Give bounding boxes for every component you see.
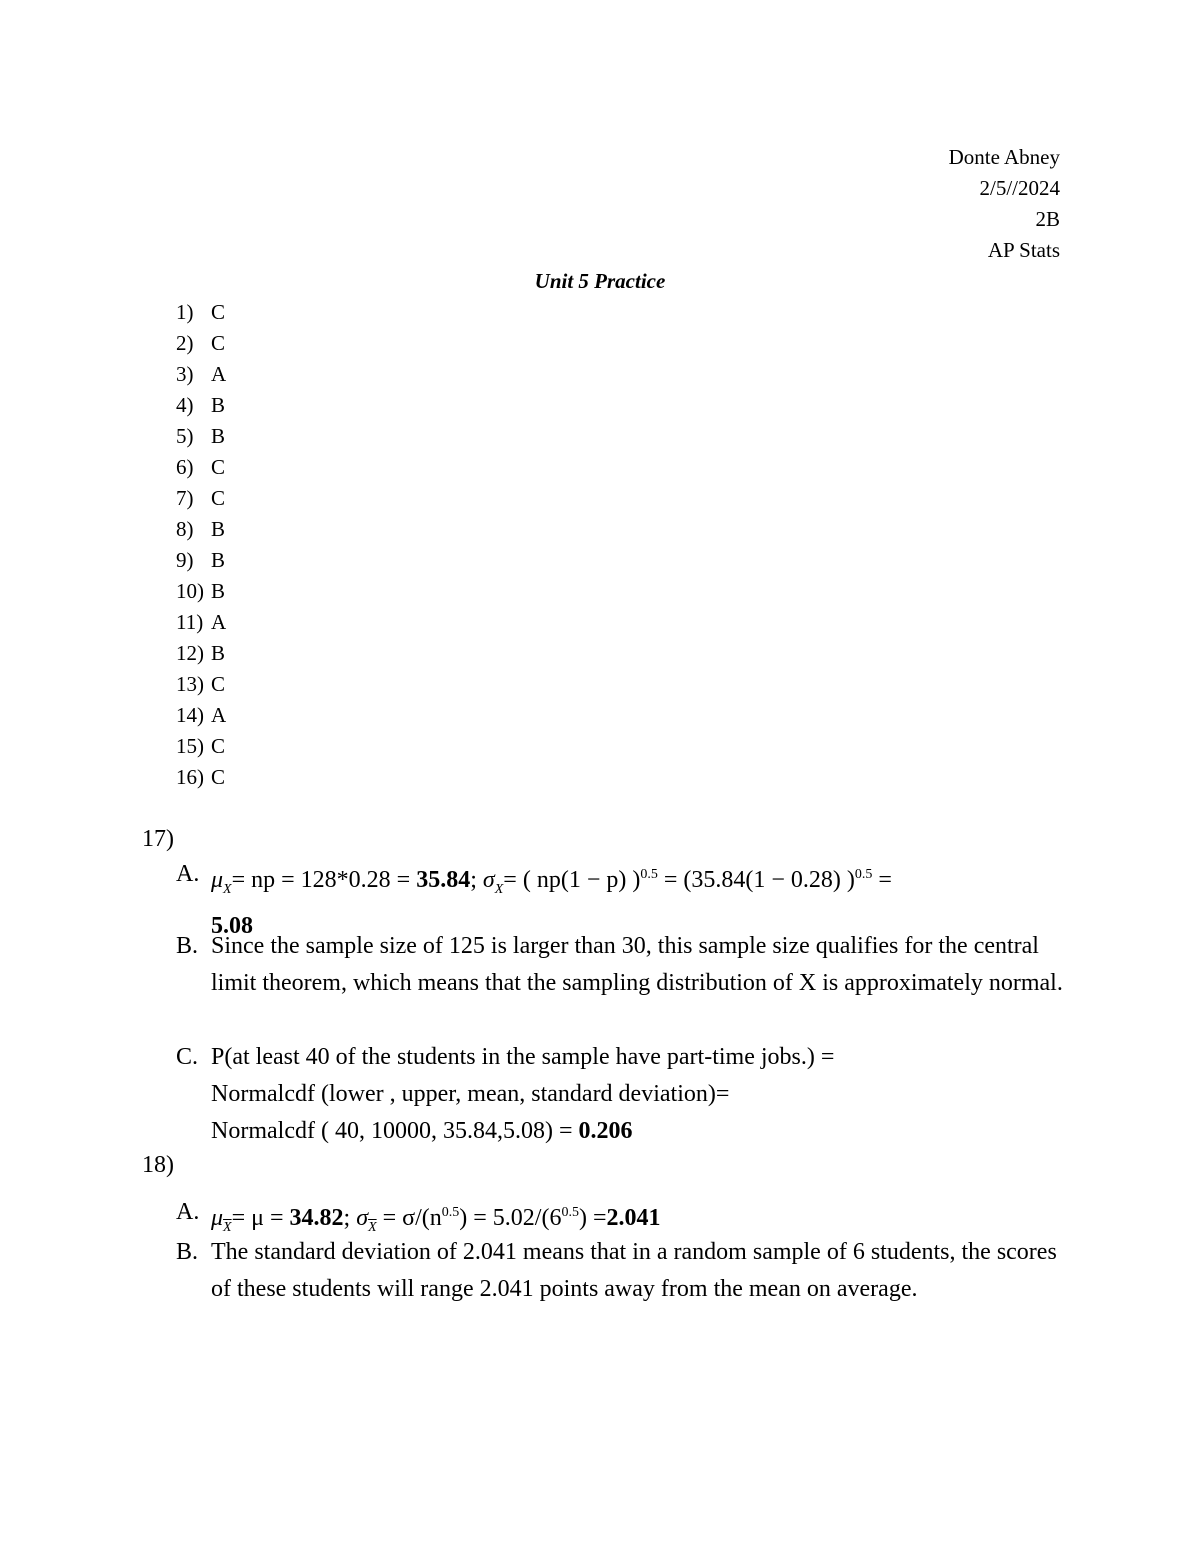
- answer-row: [176, 576, 226, 607]
- answer-row: [176, 700, 226, 731]
- q18-part-a-text: $\mu_{\overline{X}}= \mu = 34.82$; $\sigma_{\overline{X}} = \sigma/(n^{0.5}) = 5.02/(6^{0.5}) =2.041$: [211, 1205, 661, 1235]
- answer-choice: C: [211, 455, 226, 479]
- answer-row: [176, 638, 226, 669]
- answer-row: [176, 669, 226, 700]
- answer-row: [176, 328, 226, 359]
- answer-choice: B: [211, 393, 226, 417]
- q17-part-c-letter: C.: [176, 1044, 199, 1070]
- question-17-number: 17): [142, 826, 174, 852]
- q17-part-b-text: Since the sample size of 125 is larger than 30, this sample size qualifies for the central limit theorem, which means that the sampling distribution of X is approximately normal.: [211, 933, 1063, 996]
- answer-row: [176, 390, 226, 421]
- answer-number: 3): [176, 362, 194, 386]
- answer-number: 14): [176, 703, 204, 727]
- answer-row: [176, 514, 226, 545]
- answer-choice: B: [211, 641, 226, 665]
- answer-choice: C: [211, 672, 226, 696]
- answer-choice: A: [211, 362, 227, 386]
- answer-choice: B: [211, 548, 226, 572]
- answer-row: [176, 452, 226, 483]
- course-name: AP Stats: [987, 238, 1060, 262]
- q17-part-b: [176, 928, 1076, 1002]
- q18-mean-value: 34.82: [289, 1205, 344, 1231]
- answer-number: 4): [176, 393, 194, 417]
- answer-row: [176, 421, 226, 452]
- answer-row: [176, 483, 226, 514]
- answer-number: 7): [176, 486, 194, 510]
- q17-part-c-line3: Normalcdf ( 40, 10000, 35.84,5.08) =: [211, 1118, 579, 1144]
- answer-number: 16): [176, 765, 204, 789]
- multiple-choice-answers: [176, 297, 226, 793]
- answer-row: [176, 297, 226, 328]
- answer-number: 11): [176, 610, 204, 634]
- answer-choice: C: [211, 765, 226, 789]
- answer-number: 5): [176, 424, 194, 448]
- q17-sd-value: 5.08: [211, 912, 253, 939]
- q17-part-c: [176, 1039, 1076, 1150]
- answer-number: 10): [176, 579, 204, 603]
- q17-part-c-line1: P(at least 40 of the students in the sample have part-time jobs.) =: [211, 1044, 835, 1070]
- q17-part-b-letter: B.: [176, 933, 199, 959]
- answer-row: [176, 731, 226, 762]
- answer-choice: A: [211, 610, 227, 634]
- answer-row: [176, 762, 226, 793]
- assignment-date: 2/5//2024: [979, 176, 1060, 200]
- q18-part-a-letter: A.: [176, 1199, 200, 1225]
- q18-part-b-text: The standard deviation of 2.041 means that in a random sample of 6 students, the scores of these students will range 2.041 points away from the mean on average.: [211, 1239, 1057, 1302]
- student-name: Donte Abney: [948, 145, 1060, 169]
- q17-part-a-letter: A.: [176, 861, 200, 887]
- answer-choice: B: [211, 424, 226, 448]
- q17-part-a-text: $\mu_X=$ np = 128*0.28 = 35.84; $\sigma_X=$ ( np(1 − p) )$^{0.5}$ = (35.84(1 − 0.28) )$^{0.5}$ = 5.08: [211, 867, 892, 939]
- answer-choice: C: [211, 734, 226, 758]
- answer-number: 8): [176, 517, 194, 541]
- sample-sd-symbol: $\sigma_{\overline{X}}$: [356, 1205, 377, 1235]
- answer-number: 1): [176, 300, 194, 324]
- answer-number: 13): [176, 672, 204, 696]
- answer-choice: A: [211, 703, 227, 727]
- answer-number: 6): [176, 455, 194, 479]
- answer-choice: B: [211, 579, 226, 603]
- sample-mean-symbol: $\mu_{\overline{X}}$: [211, 1205, 232, 1235]
- answer-number: 9): [176, 548, 194, 572]
- answer-number: 2): [176, 331, 194, 355]
- page-title: Unit 5 Practice: [534, 269, 666, 293]
- answer-choice: C: [211, 300, 226, 324]
- class-period: 2B: [1035, 207, 1060, 231]
- sd-symbol: $\sigma_X$: [482, 867, 504, 897]
- q18-part-b: [176, 1234, 1076, 1308]
- mean-symbol: $\mu_X$: [211, 867, 232, 897]
- answer-choice: C: [211, 486, 226, 510]
- q17-mean-value: 35.84: [416, 867, 471, 893]
- answer-row: [176, 545, 226, 576]
- answer-number: 15): [176, 734, 204, 758]
- answer-choice: C: [211, 331, 226, 355]
- question-18-number: 18): [142, 1152, 174, 1178]
- q18-sd-value: 2.041: [606, 1205, 661, 1231]
- q17-part-c-line2: Normalcdf (lower , upper, mean, standard deviation)=: [211, 1081, 730, 1107]
- q17-probability-result: 0.206: [578, 1118, 633, 1144]
- answer-row: [176, 607, 226, 638]
- answer-number: 12): [176, 641, 204, 665]
- answer-row: [176, 359, 226, 390]
- student-header: [949, 142, 1060, 266]
- answer-choice: B: [211, 517, 226, 541]
- q18-part-b-letter: B.: [176, 1239, 199, 1265]
